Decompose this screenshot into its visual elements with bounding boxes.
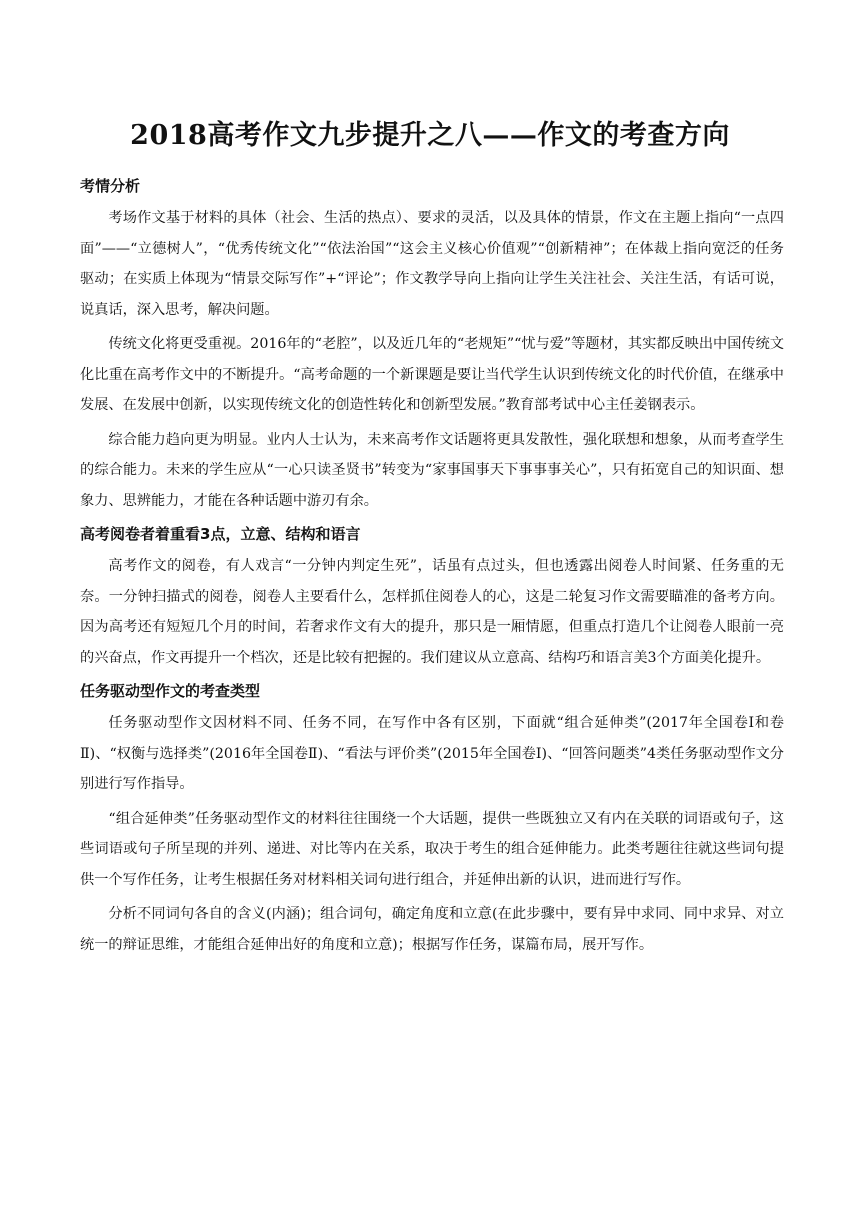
section-exam-analysis: [80, 172, 784, 516]
section-heading: 考情分析: [80, 177, 141, 195]
section-heading: 任务驱动型作文的考查类型: [80, 682, 261, 700]
document-title: 2018高考作文九步提升之八——作文的考查方向: [130, 120, 730, 151]
paragraph: 考场作文基于材料的具体（社会、生活的热点）、要求的灵活，以及具体的情景，作文在主题上指向“一点四面”——“立德树人”，“优秀传统文化”“依法治国”“这会主义核心价值观”“创新精神”；在体裁上指向宽泛的任务驱动；在实质上体现为“情景交际写作”+“评论”；作文教学导向上指向让学生关注社会、关注生活，有话可说，说真话，深入思考，解决问题。: [80, 210, 784, 318]
paragraph: 任务驱动型作文因材料不同、任务不同，在写作中各有区别，下面就“组合延伸类”(2017年全国卷Ⅰ和卷Ⅱ)、“权衡与选择类”(2016年全国卷Ⅱ)、“看法与评价类”(2015年全国卷Ⅰ)、“回答问题类”4类任务驱动型作文分别进行写作指导。: [80, 715, 784, 792]
document-body: [80, 172, 784, 964]
paragraph: 综合能力趋向更为明显。业内人士认为，未来高考作文话题将更具发散性，强化联想和想象，从而考查学生的综合能力。未来的学生应从“一心只读圣贤书”转变为“家事国事天下事事事关心”，只有拓宽自己的知识面、想象力、思辨能力，才能在各种话题中游刃有余。: [80, 431, 784, 509]
section-grading-focus: [80, 520, 784, 673]
section-task-driven-types: [80, 677, 784, 960]
paragraph: 分析不同词句各自的含义(内涵)；组合词句，确定角度和立意(在此步骤中，要有异中求同、同中求异、对立统一的辩证思维，才能组合延伸出好的角度和立意)；根据写作任务，谋篇布局，展开写作。: [80, 906, 784, 953]
paragraph: 传统文化将更受重视。2016年的“老腔”，以及近几年的“老规矩”“忧与爱”等题材，其实都反映出中国传统文化比重在高考作文中的不断提升。“高考命题的一个新课题是要让当代学生认识到传统文化的时代价值，在继承中发展、在发展中创新，以实现传统文化的创造性转化和创新型发展。”教育部考试中心主任姜钢表示。: [80, 336, 784, 413]
section-heading: 高考阅卷者着重看3点，立意、结构和语言: [80, 525, 361, 543]
paragraph: 高考作文的阅卷，有人戏言“一分钟内判定生死”，话虽有点过头，但也透露出阅卷人时间紧、任务重的无奈。一分钟扫描式的阅卷，阅卷人主要看什么，怎样抓住阅卷人的心，这是二轮复习作文需要瞄准的备考方向。因为高考还有短短几个月的时间，若奢求作文有大的提升，那只是一厢情愿，但重点打造几个让阅卷人眼前一亮的兴奋点，作文再提升一个档次，还是比较有把握的。我们建议从立意高、结构巧和语言美3个方面美化提升。: [80, 558, 784, 666]
paragraph: “组合延伸类”任务驱动型作文的材料往往围绕一个大话题，提供一些既独立又有内在关联的词语或句子，这些词语或句子所呈现的并列、递进、对比等内在关系，取决于考生的组合延伸能力。此类考题往往就这些词句提供一个写作任务，让考生根据任务对材料相关词句进行组合，并延伸出新的认识，进而进行写作。: [80, 810, 784, 888]
